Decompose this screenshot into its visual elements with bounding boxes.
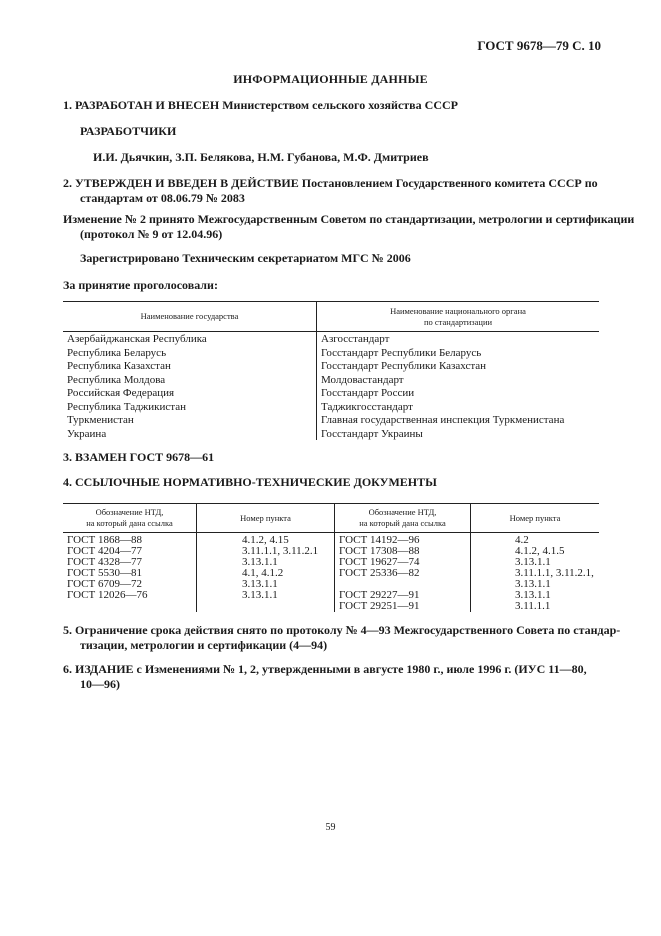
ref-left-items: 4.1.2, 4.15 3.11.1.1, 3.11.2.1 3.13.1.1 4.1, 4.1.2 3.13.1.1 3.13.1.1 <box>197 533 335 613</box>
developers-label: РАЗРАБОТЧИКИ <box>80 124 177 138</box>
amendment-line2: (протокол № 9 от 12.04.96) <box>80 227 223 241</box>
item-6-line2: 10—96) <box>80 677 120 691</box>
item-6-line1: 6. ИЗДАНИЕ с Изменениями № 1, 2, утвержденными в августе 1980 г., июле 1996 г. (ИУС 11—80, <box>63 662 587 676</box>
table-row: Украина Госстандарт Украины <box>63 427 599 441</box>
item-3: 3. ВЗАМЕН ГОСТ 9678—61 <box>63 450 215 464</box>
voted-label: За принятие проголосовали: <box>63 278 218 292</box>
vote-table <box>63 301 599 440</box>
registration-note: Зарегистрировано Техническим секретариатом МГС № 2006 <box>80 251 411 265</box>
ref-header-doc-right: Обозначение НТД, на который дана ссылка <box>335 504 471 533</box>
ref-header-doc-left: Обозначение НТД, на который дана ссылка <box>63 504 197 533</box>
item-4: 4. ССЫЛОЧНЫЕ НОРМАТИВНО-ТЕХНИЧЕСКИЕ ДОКУМЕНТЫ <box>63 475 437 489</box>
item-5-line2: тизации, метрологии и сертификации (4—94) <box>80 638 328 652</box>
table-row: Республика Казахстан Госстандарт Республики Казахстан <box>63 359 599 373</box>
table-row: Республика Беларусь Госстандарт Республики Беларусь <box>63 346 599 360</box>
item-1: 1. РАЗРАБОТАН И ВНЕСЕН Министерством сельского хозяйства СССР <box>63 98 458 112</box>
table-row: Республика Таджикистан Таджикгосстандарт <box>63 400 599 414</box>
vote-table-header-state: Наименование государства <box>63 302 317 332</box>
page-header: ГОСТ 9678—79 С. 10 <box>477 38 601 53</box>
table-row: Российская Федерация Госстандарт России <box>63 386 599 400</box>
ref-header-item-left: Номер пункта <box>197 504 335 533</box>
table-row: Туркменистан Главная государственная инспекция Туркменистана <box>63 413 599 427</box>
item-2-line1: 2. УТВЕРЖДЕН И ВВЕДЕН В ДЕЙСТВИЕ Постановлением Государственного комитета СССР по <box>63 176 598 190</box>
page-number: 59 <box>325 822 336 833</box>
ref-left-docs: ГОСТ 1868—88 ГОСТ 4204—77 ГОСТ 4328—77 ГОСТ 5530—81 ГОСТ 6709—72 ГОСТ 12026—76 <box>63 533 197 613</box>
item-5-line1: 5. Ограничение срока действия снято по протоколу № 4—93 Межгосударственного Совета по стандар- <box>63 623 621 637</box>
table-row: Республика Молдова Молдовастандарт <box>63 373 599 387</box>
ref-right-docs: ГОСТ 14192—96 ГОСТ 17308—88 ГОСТ 19627—74 ГОСТ 25336—82 ГОСТ 29227—91 ГОСТ 29251—91 <box>335 533 471 613</box>
section-title: ИНФОРМАЦИОННЫЕ ДАННЫЕ <box>233 72 428 86</box>
item-2-line2: стандартам от 08.06.79 № 2083 <box>80 191 245 205</box>
ref-right-items: 4.2 4.1.2, 4.1.5 3.13.1.1 3.11.1.1, 3.11.2.1, 3.13.1.1 3.13.1.1 3.11.1.1 <box>515 534 594 612</box>
developers-list: И.И. Дьячкин, З.П. Белякова, Н.М. Губанова, М.Ф. Дмитриев <box>93 150 429 164</box>
amendment-line1: Изменение № 2 принято Межгосударственным Советом по стандартизации, метрологии и сертификации <box>63 212 635 226</box>
table-row: Азербайджанская Республика Азгосстандарт <box>63 332 599 346</box>
ref-header-item-right: Номер пункта <box>471 504 600 533</box>
references-table <box>63 503 599 612</box>
vote-table-header-body: Наименование национального органа по стандартизации <box>317 302 600 332</box>
